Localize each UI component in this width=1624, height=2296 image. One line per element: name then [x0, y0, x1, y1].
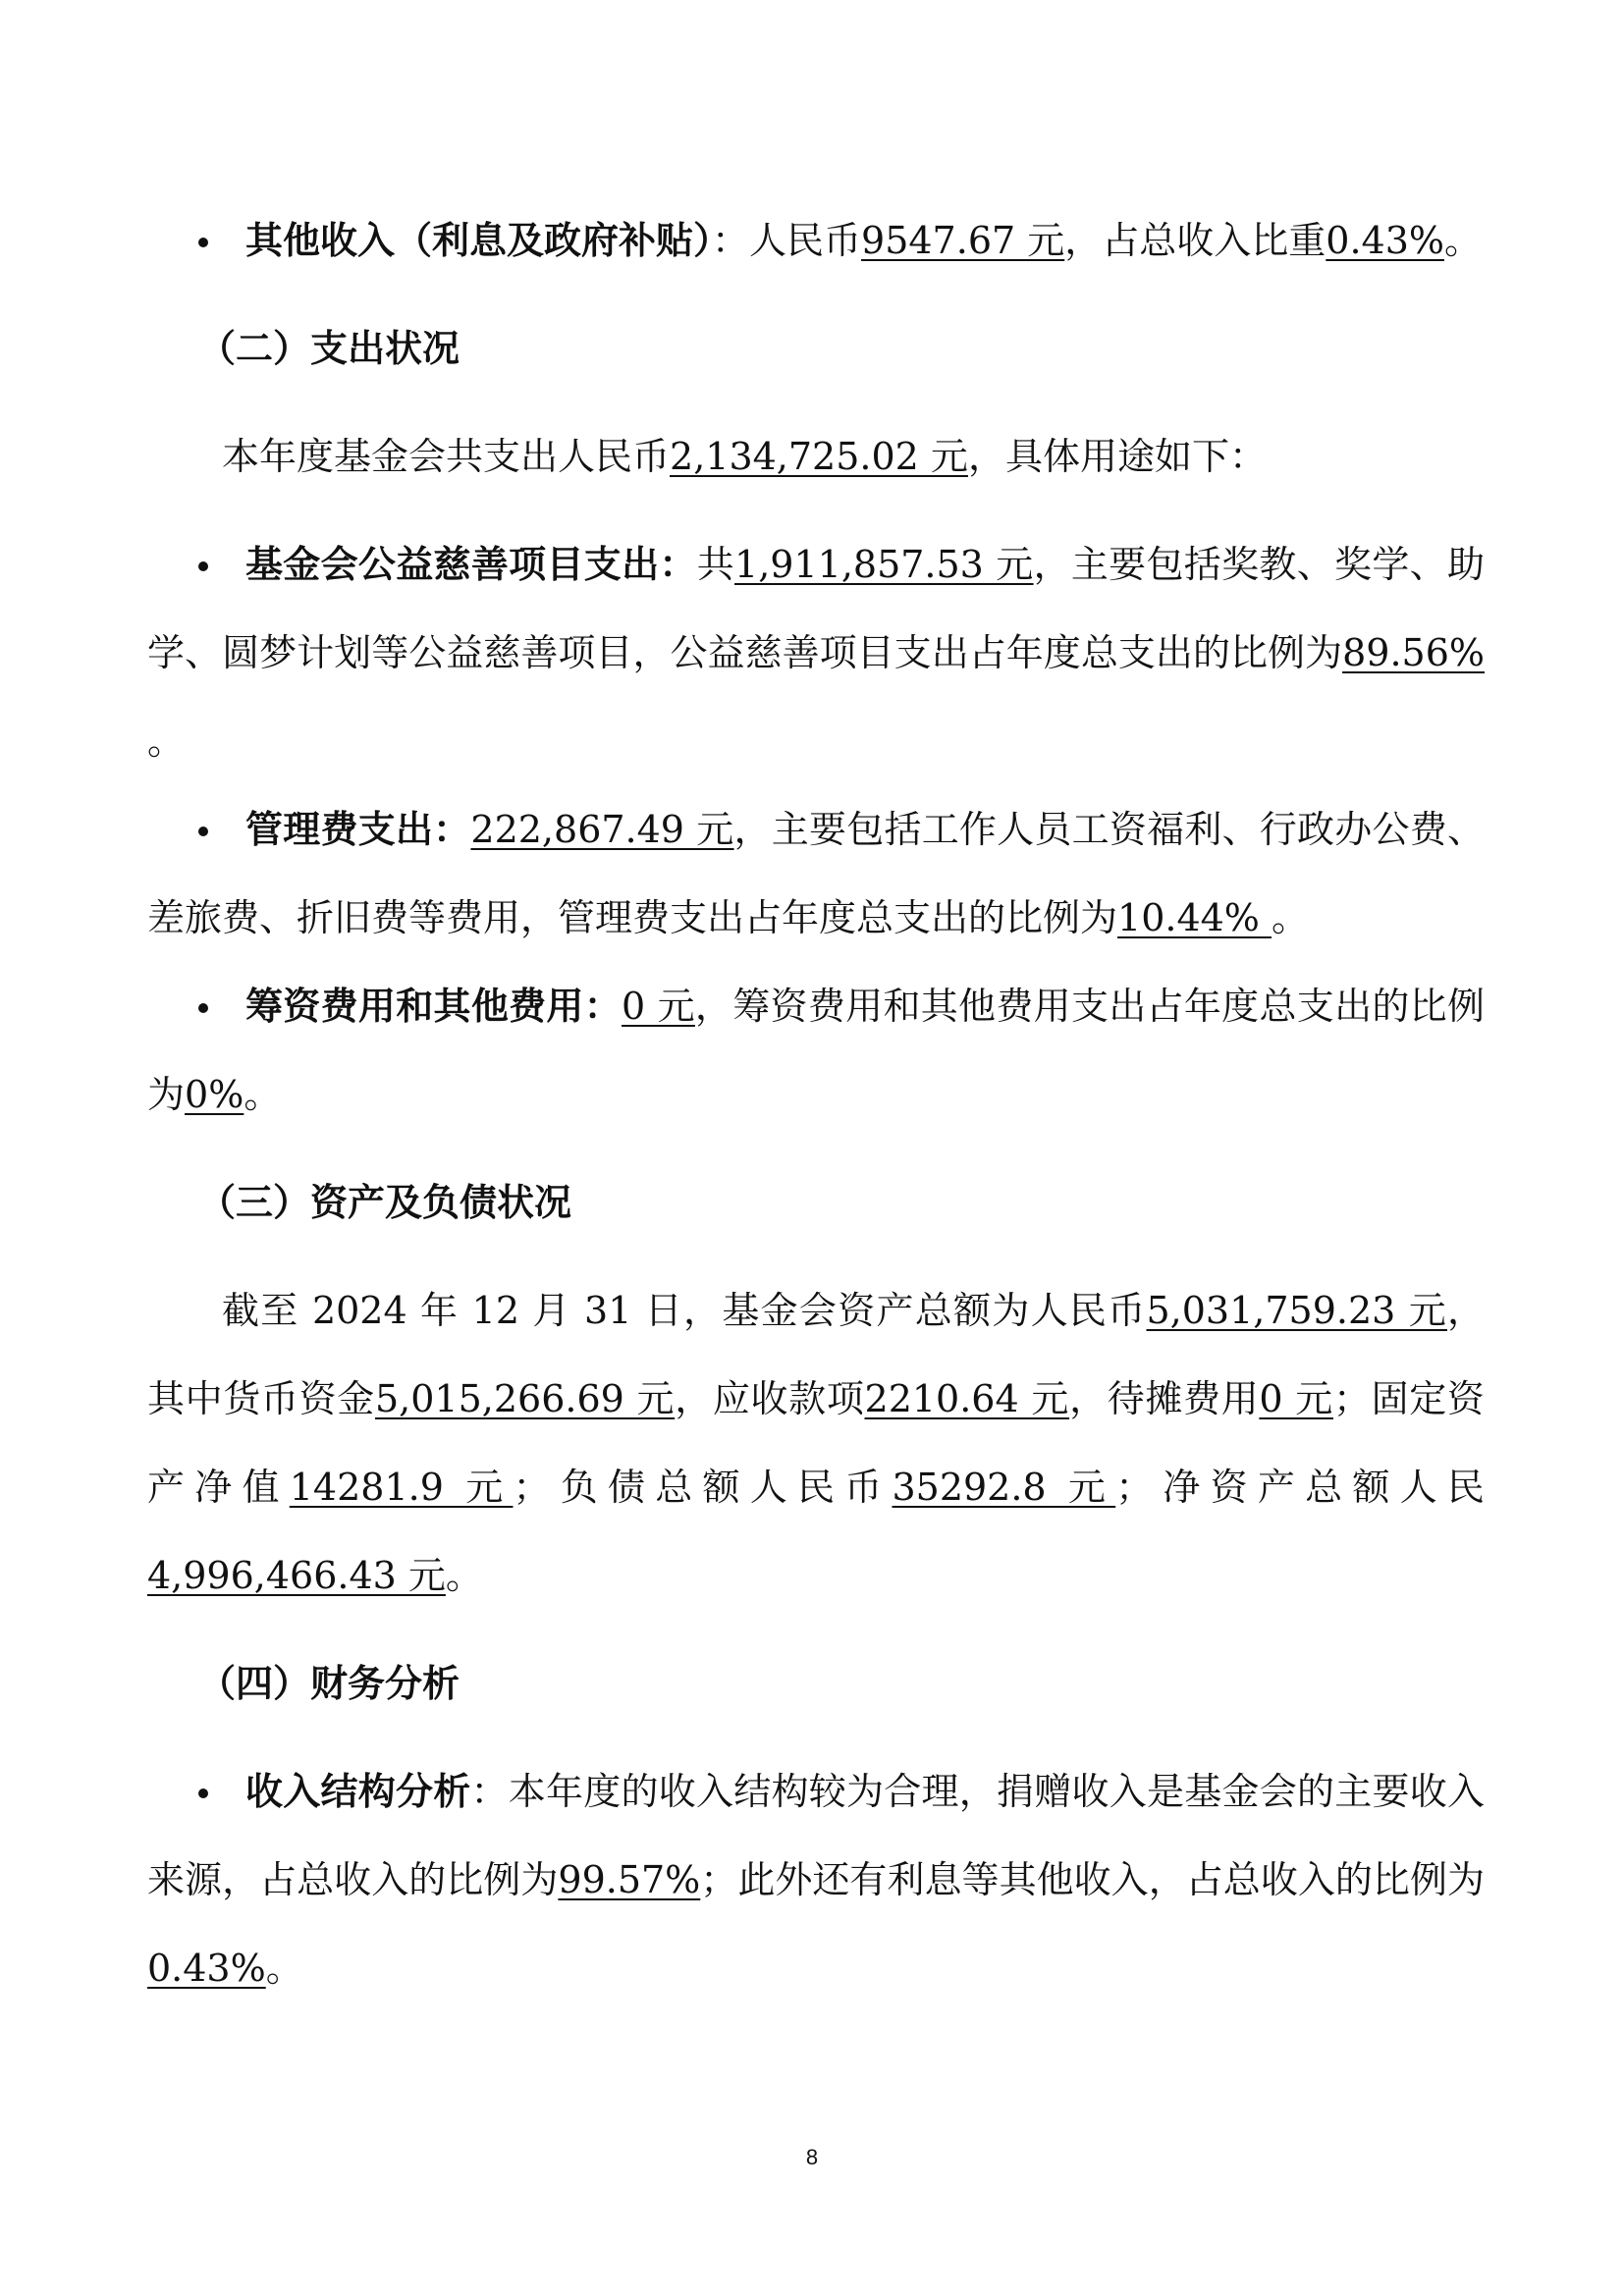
bullet-dot: [198, 827, 208, 836]
bullet-income-structure: 收入结构分析：本年度的收入结构较为合理，捐赠收入是基金会的主要收入来源，占总收入的比例为99.57%；此外还有利息等其他收入，占总收入的比例为0.43%。: [147, 1769, 1485, 1990]
section-heading-expenditure: （二）支出状况: [198, 326, 460, 370]
bullet-management-expenditure: 管理费支出：222,867.49 元，主要包括工作人员工资福利、行政办公费、差旅费、折旧费等费用，管理费支出占年度总支出的比例为10.44% 。: [147, 807, 1485, 939]
paragraph-total-expenditure: 本年度基金会共支出人民币2,134,725.02 元，具体用途如下：: [222, 435, 1267, 478]
bullet-dot: [198, 238, 208, 247]
section-heading-assets: （三）资产及负债状况: [198, 1180, 572, 1224]
paragraph-assets-liabilities: 截至 2024 年 12 月 31 日，基金会资产总额为人民币5,031,759.23 元，其中货币资金5,015,266.69 元，应收款项2210.64 元，待摊费用0 元；固定资产净值14281.9 元；负债总额人民币35292.8 元；净资产总额人民4,996,466.43 元。: [147, 1289, 1485, 1597]
bullet-dot: [198, 1003, 208, 1013]
bullet-dot: [198, 561, 208, 571]
document-body: [147, 196, 1485, 2012]
section-heading-financial-analysis: （四）财务分析: [198, 1661, 460, 1705]
bullet-dot: [198, 1789, 208, 1798]
other-income-amount: 9547.67 元: [861, 219, 1065, 262]
bullet-charity-expenditure: 基金会公益慈善项目支出：共1,911,857.53 元，主要包括奖教、奖学、助学、圆梦计划等公益慈善项目，公益慈善项目支出占年度总支出的比例为89.56% 。: [147, 542, 1485, 763]
bullet-other-income: 其他收入（利息及政府补贴）：人民币9547.67 元，占总收入比重0.43%。: [147, 196, 1485, 285]
page-number: 8: [805, 2145, 819, 2169]
bullet-fundraising-expenditure: 筹资费用和其他费用：0 元，筹资费用和其他费用支出占年度总支出的比例为0%。: [147, 984, 1485, 1116]
